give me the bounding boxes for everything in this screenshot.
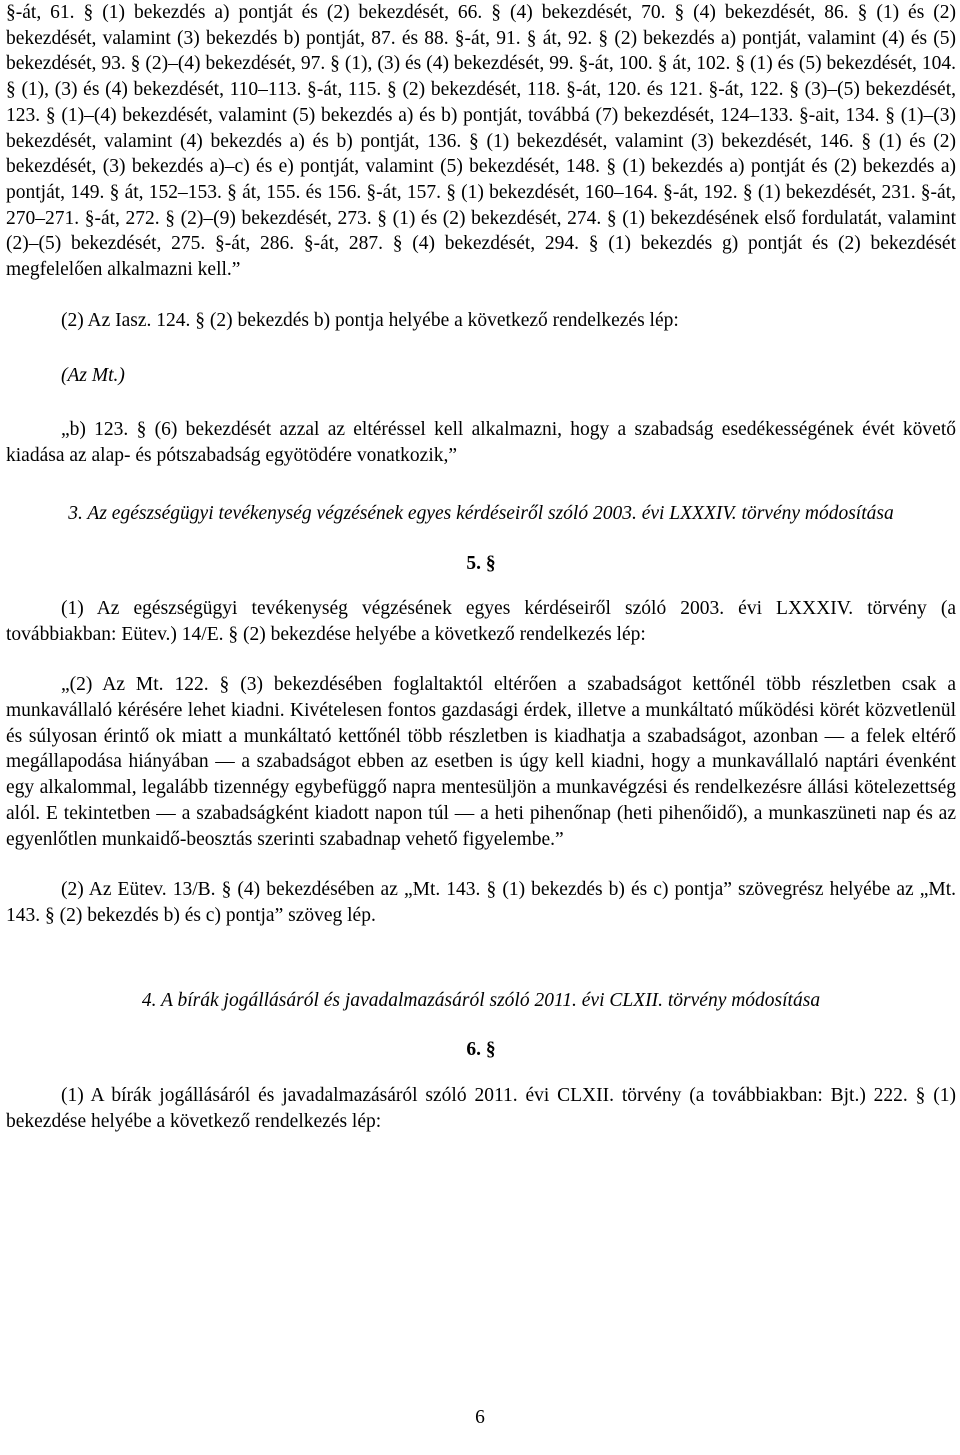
quoted-provision-5: „(2) Az Mt. 122. § (3) bekezdésében foglaltaktól eltérően a szabadságot kettőnél több részletben csak a munkavállaló kérésére lehet kiadni. Kivételesen fontos gazdasági érdek, illetve a munkáltató működési körét közvetlenül és súlyosan érintő ok miatt a munkáltató kettőnél több részletben is kiadhatja a szabadságot, azonban — a felek eltérő megállapodása hiányában — a szabadságot ebben az esetben is úgy kell kiadni, hogy a munkavállaló naptári évenként egy alkalommal, legalább tizennégy egybefüggő napra mentesüljön a munkavégzési és rendelkezésre állási kötelezettség alól. E tekintetben — a szabadságként kiadott napon túl — a heti pihenőnap (heti pihenőidő), a munkaszüneti nap és az egyenlőtlen munkaidő-beosztás szerinti szabadnap vehető figyelembe.” (6, 674, 956, 850)
reference-paragraph: (2) Az Iasz. 124. § (2) bekezdés b) pontja helyébe a következő rendelkezés lép: (61, 309, 679, 331)
document-page (6, 0, 956, 1135)
act-label: (Az Mt.) (61, 365, 125, 387)
quoted-provision-text: § (6) bekezdését azzal az eltéréssel kell alkalmazni, hogy a szabadság esedékességének évét követő kiadása az alap- és pótszabadság egyötödére vonatkozik,” (6, 419, 956, 466)
section-title-4: 4. A bírák jogállásáról és javadalmazásáról szóló 2011. évi CLXII. törvény módosítása (141, 989, 821, 1011)
amendment-list-paragraph: §-át, 61. § (1) bekezdés a) pontját és (2) bekezdését, 66. § (4) bekezdését, 70. § (4) bekezdését, 86. § (1) és (2) bekezdését, valamint (3) bekezdés b) pontját, 87. és 88. §-át, 91. § át, 92. § (2) bekezdés a) pontját, valamint (4) és (5) bekezdését, 93. § (2)–(4) bekezdését, 97. § (1), (3) és (4) bekezdését, 99. §-át, 100. § át, 102. § (1) és (5) bekezdését, 104. § (1), (3) és (4) bekezdését, 110–113. §-át, 115. § (2) bekezdését, 118. §-át, 120. és 121. §-át, 122. § (3)–(5) bekezdését, 123. § (1)–(4) bekezdését, valamint (5) bekezdés a) és b) pontját, továbbá (7) bekezdését, 124–133. §-ait, 134. § (1)–(3) bekezdését, valamint (4) bekezdés a) és b) pontját, 136. § (1) bekezdését, valamint (3) bekezdését, 146. § (1) és (2) bekezdését, (3) bekezdés a)–c) és e) pontját, valamint (5) bekezdését, 148. § (1) bekezdés a) pontját és (2) bekezdés a) pontját, 149. § át, 152–153. § át, 155. és 156. §-át, 157. § (1) bekezdését, 160–164. §-át, 192. § (1) bekezdését, 231. §-át, 270–271. §-át, 272. § (2)–(9) bekezdését, 273. § (1) és (2) bekezdését, 274. § (1) bekezdésének első fordulatát, valamint (2)–(5) bekezdését, 275. §-át, 286. §-át, 287. § (4) bekezdését, 294. § (1) bekezdés g) pontját és (2) bekezdését megfelelően alkalmazni kell.” (6, 2, 956, 281)
section-heading-6: 6. § (466, 1039, 496, 1061)
section-title-3: 3. Az egészségügyi tevékenység végzésének egyes kérdéseiről szóló 2003. évi LXXXIV. törvény módosítása (68, 502, 894, 524)
section-heading-5: 5. § (466, 553, 496, 575)
paragraph-5-1: (1) Az egészségügyi tevékenység végzésének egyes kérdéseiről szóló 2003. évi LXXXIV. törvény (a továbbiakban: Eütev.) 14/E. § (2) bekezdése helyébe a következő rendelkezés lép: (6, 597, 956, 645)
quoted-provision (6, 417, 956, 468)
quoted-provision-label: „b) 123. (61, 419, 129, 441)
paragraph-6-1: (1) A bírák jogállásáról és javadalmazásáról szóló 2011. évi CLXII. törvény (a továbbiakban: Bjt.) 222. § (1) bekezdése helyébe a következő rendelkezés lép: (6, 1085, 956, 1132)
paragraph-5-2: (2) Az Eütev. 13/B. § (4) bekezdésében az „Mt. 143. § (1) bekezdés b) és c) pontja” szövegrész helyébe az „Mt. 143. § (2) bekezdés b) és c) pontja” szöveg lép. (6, 879, 956, 926)
page-number: 6 (475, 1407, 485, 1428)
